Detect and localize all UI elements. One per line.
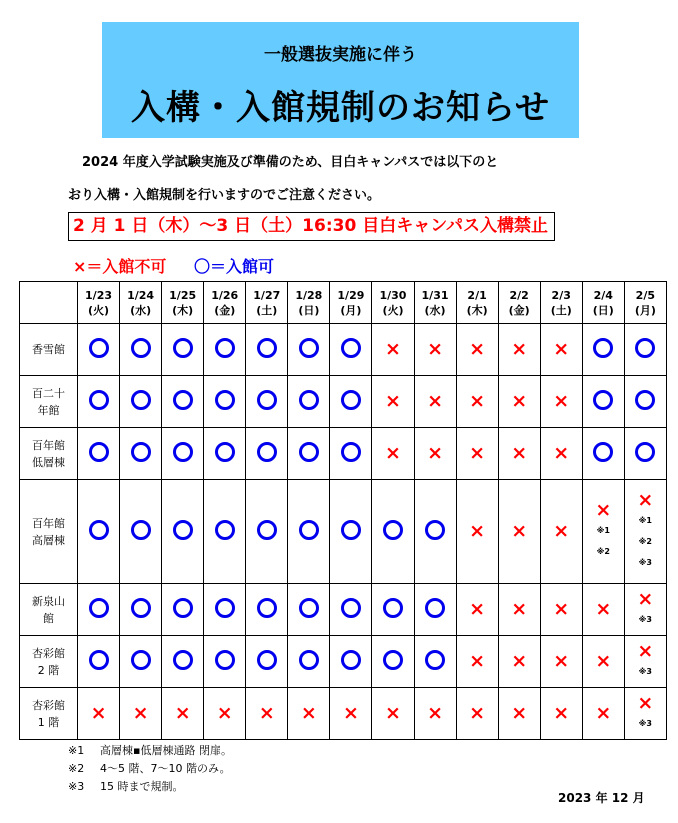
entry-ok-icon	[299, 390, 319, 410]
intro-line-1: 2024 年度入学試験実施及び準備のため、目白キャンパスでは以下のと	[82, 155, 499, 170]
access-cell	[540, 376, 582, 428]
building-name	[20, 584, 78, 636]
access-cell	[624, 428, 666, 480]
no-entry-icon: ×	[595, 499, 612, 521]
building-name-line: 百年館	[32, 516, 65, 530]
entry-ok-icon	[299, 442, 319, 462]
entry-ok-icon	[383, 650, 403, 670]
banner-subtitle: 一般選抜実施に伴う	[264, 45, 417, 65]
footnote-ref: ※3	[638, 557, 652, 567]
access-cell	[78, 584, 120, 636]
no-entry-icon: ×	[385, 702, 401, 724]
entry-ok-icon	[341, 442, 361, 462]
access-cell	[204, 688, 246, 740]
weekday-label: (火)	[382, 303, 404, 317]
access-cell	[288, 428, 330, 480]
access-cell	[162, 584, 204, 636]
entry-ok-icon	[341, 598, 361, 618]
date-header	[204, 282, 246, 324]
date-header	[78, 282, 120, 324]
no-entry-icon: ×	[300, 702, 317, 724]
weekday-label: (金)	[508, 303, 530, 317]
no-entry-icon: ×	[258, 702, 275, 724]
access-cell	[246, 324, 288, 376]
date-label: 1/23	[85, 288, 113, 302]
access-cell	[78, 428, 120, 480]
access-cell	[414, 324, 456, 376]
table-corner	[20, 282, 78, 324]
no-entry-icon: ×	[469, 598, 486, 620]
access-cell	[414, 688, 456, 740]
no-entry-icon: ×	[427, 442, 443, 464]
footnote-item	[68, 760, 232, 778]
no-entry-icon: ×	[511, 390, 528, 412]
no-entry-icon: ×	[553, 650, 570, 672]
access-cell	[246, 428, 288, 480]
no-entry-icon: ×	[511, 702, 528, 724]
access-cell	[414, 636, 456, 688]
building-name-line: 1 階	[37, 715, 60, 729]
access-cell	[330, 428, 372, 480]
entry-ok-icon	[215, 442, 235, 462]
no-entry-icon: ×	[637, 587, 654, 610]
footnote-ref: ※3	[638, 666, 652, 676]
entry-ok-icon	[131, 442, 151, 462]
table-header-row	[20, 282, 667, 324]
entry-ok-icon	[341, 650, 361, 670]
legend-entry-ok: 〇＝入館可	[194, 257, 275, 276]
access-cell	[330, 480, 372, 584]
date-label: 2/2	[509, 288, 529, 302]
access-cell	[288, 324, 330, 376]
date-header	[498, 282, 540, 324]
access-cell	[582, 480, 624, 584]
footnote-item	[68, 742, 232, 760]
access-cell	[162, 428, 204, 480]
date-label: 1/27	[253, 288, 281, 302]
weekday-label: (日)	[298, 303, 320, 317]
entry-ok-icon	[257, 442, 277, 462]
access-cell	[498, 584, 540, 636]
entry-ok-icon	[257, 338, 277, 358]
access-cell	[456, 480, 498, 584]
no-entry-icon: ×	[216, 702, 233, 724]
weekday-label: (月)	[340, 303, 362, 317]
entry-ok-icon	[425, 520, 445, 540]
access-cell	[498, 376, 540, 428]
access-cell	[372, 428, 414, 480]
date-label: 1/24	[127, 288, 155, 302]
no-entry-icon: ×	[469, 520, 486, 542]
weekday-label: (木)	[172, 303, 194, 317]
no-entry-icon: ×	[511, 338, 528, 360]
table-row	[20, 324, 667, 376]
entry-ok-icon	[425, 598, 445, 618]
entry-ok-icon	[173, 390, 193, 410]
intro-text	[68, 146, 628, 212]
access-cell	[582, 324, 624, 376]
access-cell	[330, 636, 372, 688]
no-entry-icon: ×	[469, 702, 486, 724]
building-name-line: 年館	[37, 403, 60, 417]
date-label: 1/26	[211, 288, 239, 302]
entry-ok-icon	[131, 338, 151, 358]
entry-ban-notice: 2 月 1 日（木）～3 日（土）16:30 目白キャンパス入構禁止	[68, 212, 555, 241]
access-cell	[204, 636, 246, 688]
access-cell	[330, 376, 372, 428]
building-name-line: 杏彩館	[32, 646, 65, 660]
access-cell	[414, 428, 456, 480]
access-cell	[288, 480, 330, 584]
no-entry-icon: ×	[637, 639, 654, 662]
entry-ok-icon	[593, 390, 613, 410]
access-cell	[78, 376, 120, 428]
access-cell	[456, 584, 498, 636]
access-cell	[162, 636, 204, 688]
footnote-ref: ※3	[638, 718, 652, 728]
access-cell	[456, 428, 498, 480]
access-cell	[204, 376, 246, 428]
entry-ok-icon	[89, 650, 109, 670]
access-cell	[456, 376, 498, 428]
access-cell	[246, 480, 288, 584]
date-header	[624, 282, 666, 324]
no-entry-icon: ×	[553, 390, 570, 412]
entry-ok-icon	[257, 520, 277, 540]
weekday-label: (木)	[466, 303, 488, 317]
access-cell	[120, 376, 162, 428]
building-name-line: 低層棟	[32, 455, 65, 469]
banner-title: 入構・入館規制のお知らせ	[131, 88, 550, 128]
entry-ok-icon	[131, 598, 151, 618]
weekday-label: (火)	[88, 303, 110, 317]
access-cell	[540, 324, 582, 376]
date-label: 2/5	[635, 288, 655, 302]
access-cell	[456, 636, 498, 688]
date-header	[246, 282, 288, 324]
access-cell	[372, 324, 414, 376]
no-entry-icon: ×	[553, 442, 570, 464]
table-row	[20, 688, 667, 740]
date-header	[456, 282, 498, 324]
entry-ok-icon	[635, 390, 655, 410]
no-entry-icon: ×	[174, 702, 191, 724]
no-entry-icon: ×	[427, 390, 443, 412]
access-cell	[498, 480, 540, 584]
date-header	[414, 282, 456, 324]
date-label: 2/3	[551, 288, 571, 302]
weekday-label: (土)	[256, 303, 278, 317]
access-cell	[456, 688, 498, 740]
building-name-line: 百二十	[32, 386, 65, 400]
entry-ok-icon	[89, 598, 109, 618]
access-cell	[372, 376, 414, 428]
title-banner	[102, 22, 579, 138]
no-entry-icon: ×	[511, 650, 528, 672]
access-cell	[624, 584, 666, 636]
footnote-mark: ※3	[68, 780, 85, 793]
access-cell	[288, 584, 330, 636]
no-entry-icon: ×	[385, 442, 401, 464]
date-label: 1/30	[379, 288, 407, 302]
entry-ok-icon	[173, 598, 193, 618]
no-entry-icon: ×	[427, 338, 443, 360]
entry-ok-icon	[215, 598, 235, 618]
entry-ok-icon	[299, 520, 319, 540]
building-name	[20, 324, 78, 376]
weekday-label: (日)	[592, 303, 614, 317]
footnote-text: 15 時まで規制。	[100, 780, 184, 793]
no-entry-icon: ×	[553, 598, 570, 620]
entry-ok-icon	[257, 650, 277, 670]
building-name-line: 館	[43, 611, 54, 625]
access-cell	[414, 480, 456, 584]
no-entry-icon: ×	[342, 702, 359, 724]
access-cell	[246, 636, 288, 688]
entry-ok-icon	[89, 442, 109, 462]
access-cell	[414, 584, 456, 636]
no-entry-icon: ×	[553, 338, 570, 360]
table-row	[20, 376, 667, 428]
access-cell	[330, 324, 372, 376]
building-name	[20, 636, 78, 688]
entry-ok-icon	[173, 338, 193, 358]
entry-ok-icon	[215, 338, 235, 358]
entry-ok-icon	[341, 520, 361, 540]
entry-ok-icon	[299, 338, 319, 358]
no-entry-icon: ×	[511, 442, 528, 464]
no-entry-icon: ×	[385, 338, 401, 360]
access-cell	[624, 376, 666, 428]
date-header	[162, 282, 204, 324]
access-cell	[288, 376, 330, 428]
access-cell	[624, 480, 666, 584]
date-header	[372, 282, 414, 324]
access-cell	[582, 428, 624, 480]
entry-ok-icon	[383, 598, 403, 618]
entry-ok-icon	[341, 390, 361, 410]
footnote-mark: ※1	[68, 744, 85, 757]
access-schedule-table	[19, 281, 667, 740]
access-cell	[330, 584, 372, 636]
entry-ok-icon	[593, 338, 613, 358]
weekday-label: (月)	[634, 303, 656, 317]
date-header	[582, 282, 624, 324]
access-cell	[372, 636, 414, 688]
access-cell	[120, 480, 162, 584]
building-name-line: 杏彩館	[32, 698, 65, 712]
access-cell	[162, 480, 204, 584]
issue-date: 2023 年 12 月	[558, 791, 645, 805]
intro-line-2: おり入構・入館規制を行いますのでご注意ください。	[68, 188, 381, 203]
access-cell	[78, 324, 120, 376]
entry-ok-icon	[89, 390, 109, 410]
access-cell	[120, 584, 162, 636]
entry-ok-icon	[257, 598, 277, 618]
access-cell	[372, 584, 414, 636]
access-cell	[582, 376, 624, 428]
no-entry-icon: ×	[511, 598, 528, 620]
entry-ok-icon	[215, 520, 235, 540]
no-entry-icon: ×	[553, 702, 570, 724]
access-cell	[624, 688, 666, 740]
access-cell	[498, 636, 540, 688]
no-entry-icon: ×	[469, 650, 486, 672]
date-header	[120, 282, 162, 324]
no-entry-icon: ×	[595, 650, 612, 672]
weekday-label: (金)	[214, 303, 236, 317]
building-name-line: 2 階	[37, 663, 60, 677]
date-header	[330, 282, 372, 324]
access-cell	[246, 688, 288, 740]
no-entry-icon: ×	[469, 338, 486, 360]
no-entry-icon: ×	[595, 702, 612, 724]
access-cell	[162, 376, 204, 428]
footnote-item	[68, 778, 232, 796]
access-cell	[162, 688, 204, 740]
entry-ok-icon	[341, 338, 361, 358]
entry-ok-icon	[89, 520, 109, 540]
access-cell	[288, 688, 330, 740]
footnote-ref: ※2	[596, 547, 610, 556]
access-cell	[120, 688, 162, 740]
entry-ok-icon	[173, 520, 193, 540]
access-cell	[204, 480, 246, 584]
building-name	[20, 428, 78, 480]
entry-ok-icon	[131, 520, 151, 540]
access-cell	[624, 324, 666, 376]
access-cell	[120, 428, 162, 480]
weekday-label: (水)	[130, 303, 152, 317]
no-entry-icon: ×	[595, 598, 612, 620]
access-cell	[204, 324, 246, 376]
legend	[73, 254, 274, 277]
date-label: 1/28	[295, 288, 323, 302]
weekday-label: (水)	[424, 303, 446, 317]
entry-ok-icon	[215, 390, 235, 410]
access-cell	[414, 376, 456, 428]
no-entry-icon: ×	[385, 390, 401, 412]
access-cell	[78, 688, 120, 740]
building-name	[20, 480, 78, 584]
access-cell	[540, 688, 582, 740]
access-cell	[78, 636, 120, 688]
building-name	[20, 376, 78, 428]
entry-ok-icon	[635, 442, 655, 462]
date-header	[540, 282, 582, 324]
access-cell	[120, 324, 162, 376]
access-cell	[498, 324, 540, 376]
access-cell	[246, 584, 288, 636]
building-name-line: 百年館	[32, 438, 65, 452]
entry-ok-icon	[173, 442, 193, 462]
no-entry-icon: ×	[427, 702, 443, 724]
building-name-line: 香雪館	[32, 343, 65, 356]
access-cell	[540, 584, 582, 636]
entry-ok-icon	[131, 650, 151, 670]
access-cell	[120, 636, 162, 688]
access-cell	[540, 480, 582, 584]
access-cell	[582, 636, 624, 688]
no-entry-icon: ×	[553, 520, 570, 542]
entry-ok-icon	[299, 650, 319, 670]
building-name	[20, 688, 78, 740]
entry-ok-icon	[635, 338, 655, 358]
footnote-text: 4～5 階、7～10 階のみ。	[100, 762, 231, 775]
table-row	[20, 636, 667, 688]
footnotes	[68, 742, 232, 796]
footnote-ref: ※3	[638, 614, 652, 624]
date-label: 1/31	[421, 288, 449, 302]
no-entry-icon: ×	[90, 702, 107, 724]
entry-ok-icon	[425, 650, 445, 670]
access-cell	[498, 428, 540, 480]
access-cell	[78, 480, 120, 584]
access-cell	[372, 688, 414, 740]
access-cell	[204, 428, 246, 480]
footnote-text: 高層棟▪低層棟通路 閉扉。	[100, 744, 232, 757]
table-row	[20, 480, 667, 584]
entry-ok-icon	[299, 598, 319, 618]
entry-ok-icon	[89, 338, 109, 358]
entry-ok-icon	[215, 650, 235, 670]
footnote-mark: ※2	[68, 762, 85, 775]
access-cell	[540, 428, 582, 480]
access-cell	[624, 636, 666, 688]
no-entry-icon: ×	[637, 488, 654, 511]
access-cell	[372, 480, 414, 584]
date-label: 1/29	[337, 288, 365, 302]
entry-ok-icon	[593, 442, 613, 462]
entry-ok-icon	[383, 520, 403, 540]
date-header	[288, 282, 330, 324]
access-cell	[582, 688, 624, 740]
access-cell	[288, 636, 330, 688]
entry-ok-icon	[257, 390, 277, 410]
access-cell	[456, 324, 498, 376]
no-entry-icon: ×	[469, 442, 486, 464]
access-cell	[498, 688, 540, 740]
date-label: 1/25	[169, 288, 197, 302]
footnote-ref: ※1	[638, 515, 652, 525]
access-cell	[540, 636, 582, 688]
building-name-line: 新泉山	[32, 594, 65, 608]
no-entry-icon: ×	[637, 691, 654, 714]
table-row	[20, 428, 667, 480]
weekday-label: (土)	[550, 303, 572, 317]
no-entry-icon: ×	[511, 520, 528, 542]
access-cell	[204, 584, 246, 636]
footnote-ref: ※1	[596, 526, 610, 535]
table-row	[20, 584, 667, 636]
date-label: 2/1	[467, 288, 487, 302]
building-name-line: 高層棟	[32, 533, 65, 547]
entry-ok-icon	[173, 650, 193, 670]
date-label: 2/4	[593, 288, 613, 302]
access-cell	[246, 376, 288, 428]
footnote-ref: ※2	[638, 536, 652, 546]
legend-no-entry: ×＝入館不可	[73, 257, 167, 276]
access-cell	[582, 584, 624, 636]
entry-ok-icon	[131, 390, 151, 410]
access-cell	[162, 324, 204, 376]
no-entry-icon: ×	[132, 702, 149, 724]
access-cell	[330, 688, 372, 740]
no-entry-icon: ×	[469, 390, 486, 412]
